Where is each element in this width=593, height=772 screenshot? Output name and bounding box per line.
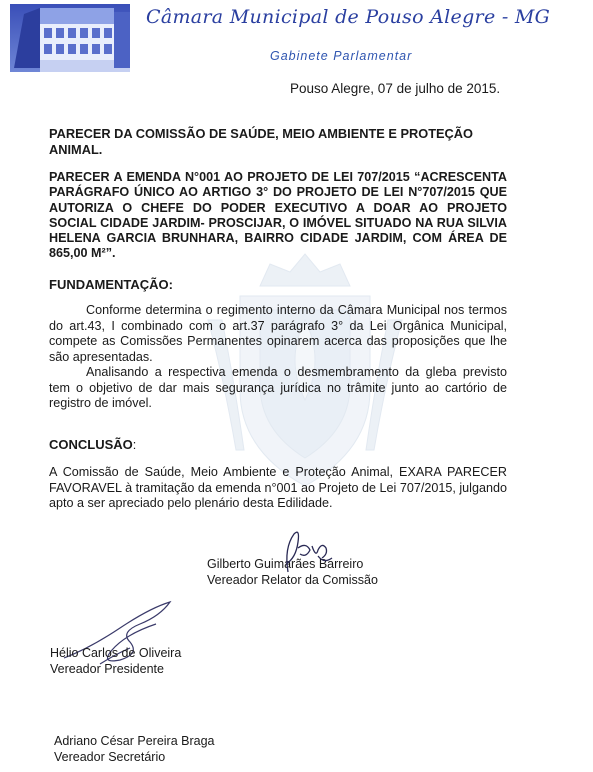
conclusao-paragraph: A Comissão de Saúde, Meio Ambiente e Proteção Animal, EXARA PARECER FAVORAVEL à tramitação da emenda n°001 ao Projeto de Lei 707/2015, julgando apto a ser apreciado pelo plenário desta Edilidade. [49,465,507,510]
conclusao-heading: CONCLUSÃO [49,437,133,452]
signature-block-president [50,645,181,677]
date-line: Pouso Alegre, 07 de julho de 2015. [290,81,501,96]
chamber-title: Câmara Municipal de Pouso Alegre - MG [146,6,551,28]
relator-name: Gilberto Guimarães Barreiro [207,557,364,571]
conclusao-heading-colon: : [132,438,137,452]
document-subject: PARECER DA COMISSÃO DE SAÚDE, MEIO AMBIENTE E PROTEÇÃO ANIMAL. [49,126,473,157]
fundamentacao-paragraph-2: Analisando a respectiva emenda o desmembramento da gleba previsto tem o objetivo de dar mais segurança jurídica no trâmite junto ao cartório de registro de imóvel. [49,365,507,410]
signature-block-relator [207,556,378,588]
chamber-building-logo-icon [10,4,130,72]
amendment-title: PARECER A EMENDA N°001 AO PROJETO DE LEI 707/2015 “ACRESCENTA PARÁGRAFO ÚNICO AO ARTIGO 3° DO PROJETO DE LEI N°707/2015 QUE AUTORIZA O CHEFE DO PODER EXECUTIVO A DOAR AO PROJETO SOCIAL CIDADE JARDIM- PROSCIJAR, O IMÓVEL SITUADO NA RUA SILVIA HELENA GARCIA BRUNHARA, BAIRRO CIDADE JARDIM, COM ÁREA DE 865,00 M²”. [49,170,507,261]
office-subtitle: Gabinete Parlamentar [270,49,413,63]
secretary-name: Adriano César Pereira Braga [54,734,215,748]
fundamentacao-heading: FUNDAMENTAÇÃO: [49,277,173,292]
fundamentacao-paragraph-1: Conforme determina o regimento interno da Câmara Municipal nos termos do art.43, I combinado com o art.37 parágrafo 3° da Lei Orgânica Municipal, compete as Comissões Permanentes opinarem acerca das proposições que lhe são apresentadas. [49,303,507,364]
relator-role: Vereador Relator da Comissão [207,573,378,587]
signature-block-secretary [54,733,215,765]
secretary-role: Vereador Secretário [54,750,166,764]
president-name: Hélio Carlos de Oliveira [50,646,182,660]
conclusao-heading-line [49,437,507,454]
president-role: Vereador Presidente [50,662,164,676]
